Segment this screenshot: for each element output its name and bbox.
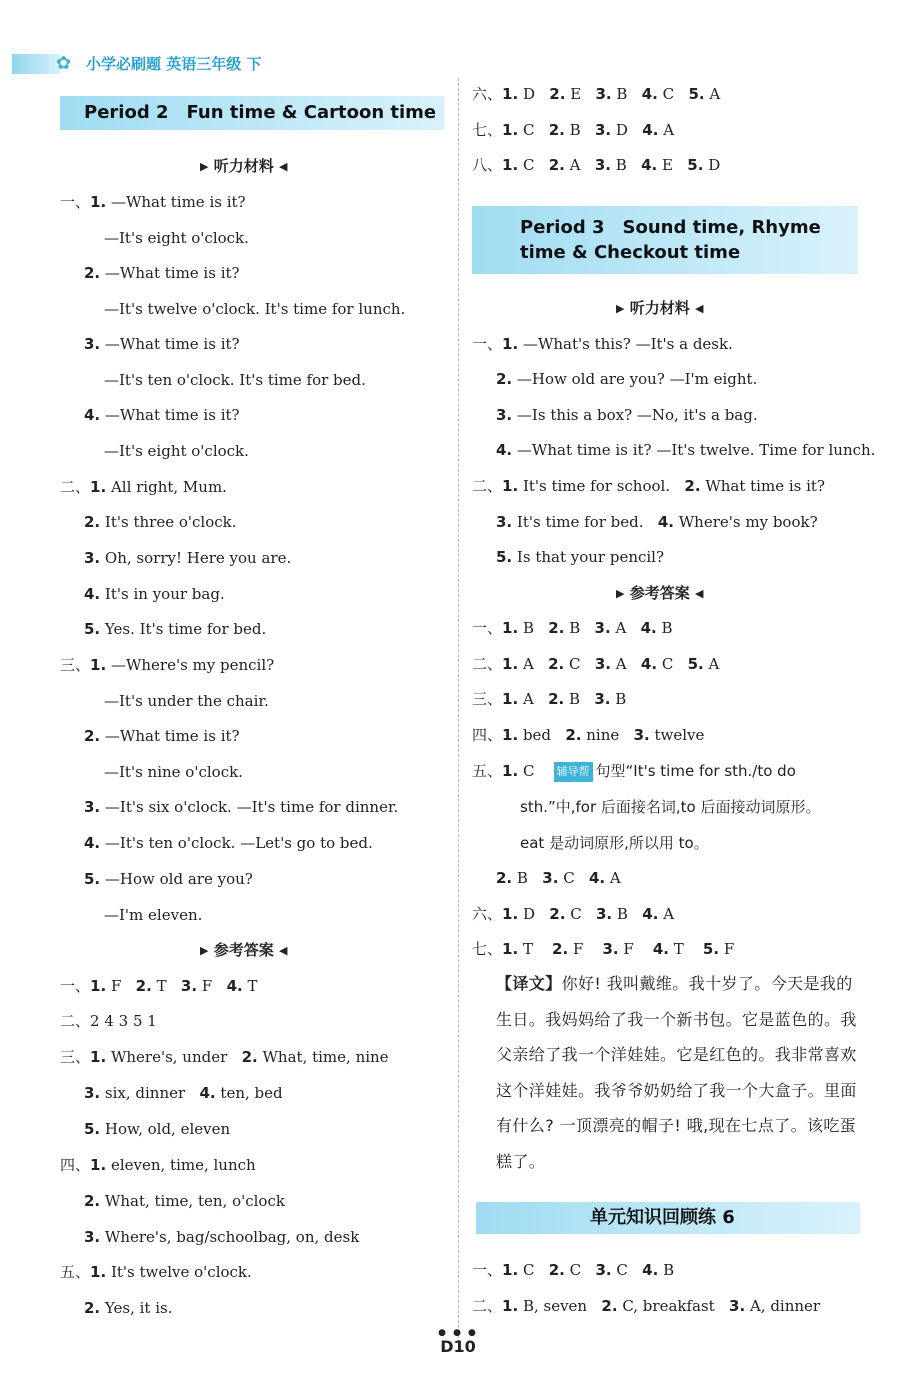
text-line: —It's under the chair. bbox=[104, 692, 269, 710]
section-title-box bbox=[60, 96, 444, 130]
answer-line: 5. How, old, eleven bbox=[84, 1120, 231, 1138]
text-line: 三、1. —Where's my pencil? bbox=[60, 656, 275, 674]
text-line: —It's eight o'clock. bbox=[104, 442, 249, 460]
answer-line: 五、1. It's twelve o'clock. bbox=[60, 1263, 252, 1281]
tutor-tag: 辅导帮 bbox=[554, 762, 593, 782]
answer-line: 一、1. B 2. B 3. A 4. B bbox=[472, 619, 673, 637]
text-line: 4. —What time is it? —It's twelve. Time for lunch. bbox=[496, 441, 876, 459]
text-line: 3. Oh, sorry! Here you are. bbox=[84, 549, 292, 567]
text-line: 二、1. All right, Mum. bbox=[60, 478, 227, 496]
text-line: —It's nine o'clock. bbox=[104, 763, 243, 781]
answer-line: 六、1. D 2. C 3. B 4. A bbox=[472, 905, 675, 923]
translation-paragraph bbox=[496, 966, 866, 1180]
text-line: 3. —Is this a box? —No, it's a bag. bbox=[496, 406, 758, 424]
text-line: 一、1. —What time is it? bbox=[60, 193, 246, 211]
answer-line: 二、1. A 2. C 3. A 4. C 5. A bbox=[472, 655, 720, 673]
header-color-band bbox=[12, 54, 60, 74]
text-line: 4. It's in your bag. bbox=[84, 585, 225, 603]
section-title-box bbox=[472, 206, 858, 274]
text-line: 2. It's three o'clock. bbox=[84, 513, 237, 531]
text-line: 2. —How old are you? —I'm eight. bbox=[496, 370, 758, 388]
page-number: ● ● ● D10 bbox=[432, 1328, 484, 1362]
column-divider bbox=[458, 78, 459, 1348]
answer-line: 七、1. T 2. F 3. F 4. T 5. F bbox=[472, 940, 735, 958]
book-title: 小学必刷题 英语三年级 下 bbox=[86, 55, 262, 73]
answers-heading: ▶ 参考答案 ◀ bbox=[616, 584, 704, 602]
translation-text: 你好! 我叫戴维。我十岁了。今天是我的生日。我妈妈给了我一个新书包。它是蓝色的。我父亲给了我一个洋娃娃。它是红色的。我非常喜欢这个洋娃娃。我爷爷奶奶给了我一个大盒子。里面有什么? 一顶漂亮的帽子! 哦,现在七点了。该吃蛋糕了。 bbox=[496, 974, 857, 1171]
text-line: 3. —What time is it? bbox=[84, 335, 240, 353]
text-line: —I'm eleven. bbox=[104, 906, 203, 924]
answer-line: 2. B 3. C 4. A bbox=[496, 869, 621, 887]
answer-line: 四、1. bed 2. nine 3. twelve bbox=[472, 726, 705, 744]
answers-heading: ▶ 参考答案 ◀ bbox=[200, 941, 288, 959]
answer-line: 二、1. B, seven 2. C, breakfast 3. A, dinner bbox=[472, 1297, 821, 1315]
paw-icon: ● ● ● bbox=[438, 1328, 478, 1338]
answer-line: 3. Where's, bag/schoolbag, on, desk bbox=[84, 1228, 360, 1246]
answer-line: 2. Yes, it is. bbox=[84, 1299, 173, 1317]
text-line: 3. It's time for bed. 4. Where's my book? bbox=[496, 513, 818, 531]
running-header bbox=[12, 52, 312, 76]
answer-line: 2. What, time, ten, o'clock bbox=[84, 1192, 285, 1210]
answer-line: 一、1. C 2. C 3. C 4. B bbox=[472, 1261, 675, 1279]
text-line: —It's eight o'clock. bbox=[104, 229, 249, 247]
text-line: 2. —What time is it? bbox=[84, 727, 240, 745]
review-title: 单元知识回顾练 6 bbox=[590, 1207, 735, 1228]
section-title-line-1: Period 3 Sound time, Rhyme bbox=[520, 217, 821, 238]
answer-line: 3. six, dinner 4. ten, bed bbox=[84, 1084, 283, 1102]
answer-line: 三、1. Where's, under 2. What, time, nine bbox=[60, 1048, 389, 1066]
answer-line: 一、1. F 2. T 3. F 4. T bbox=[60, 977, 258, 995]
text-line: 2. —What time is it? bbox=[84, 264, 240, 282]
answer-line: 三、1. A 2. B 3. B bbox=[472, 690, 627, 708]
listening-heading: ▶ 听力材料 ◀ bbox=[200, 157, 288, 175]
section-title-line-2: time & Checkout time bbox=[520, 242, 741, 263]
answer-line: 六、1. D 2. E 3. B 4. C 5. A bbox=[472, 85, 721, 103]
text-line: 4. —What time is it? bbox=[84, 406, 240, 424]
listening-heading: ▶ 听力材料 ◀ bbox=[616, 299, 704, 317]
text-line: 4. —It's ten o'clock. —Let's go to bed. bbox=[84, 834, 373, 852]
text-line: —It's ten o'clock. It's time for bed. bbox=[104, 371, 366, 389]
text-line: 5. —How old are you? bbox=[84, 870, 253, 888]
paw-icon: ✿ bbox=[56, 53, 72, 74]
section-title: Period 2 Fun time & Cartoon time bbox=[84, 102, 437, 123]
text-line: 5. Is that your pencil? bbox=[496, 548, 665, 566]
translation-label: 【译文】 bbox=[496, 974, 562, 993]
answer-line: 四、1. eleven, time, lunch bbox=[60, 1156, 256, 1174]
answer-explanation: sth.”中,for 后面接名词,to 后面接动词原形。 bbox=[520, 798, 821, 816]
answer-explanation: eat 是动词原形,所以用 to。 bbox=[520, 834, 709, 852]
answer-line: 七、1. C 2. B 3. D 4. A bbox=[472, 121, 675, 139]
review-title-box bbox=[476, 1202, 860, 1234]
text-line: 5. Yes. It's time for bed. bbox=[84, 620, 267, 638]
text-line: 二、1. It's time for school. 2. What time is it? bbox=[472, 477, 825, 495]
text-line: 一、1. —What's this? —It's a desk. bbox=[472, 335, 733, 353]
text-line: 3. —It's six o'clock. —It's time for dinner. bbox=[84, 798, 399, 816]
answer-line: 八、1. C 2. A 3. B 4. E 5. D bbox=[472, 156, 721, 174]
text-line: —It's twelve o'clock. It's time for lunch. bbox=[104, 300, 406, 318]
answer-line: 二、2 4 3 5 1 bbox=[60, 1012, 157, 1030]
answer-line: 五、1. C 辅导帮 句型“It's time for sth./to do bbox=[472, 762, 796, 780]
